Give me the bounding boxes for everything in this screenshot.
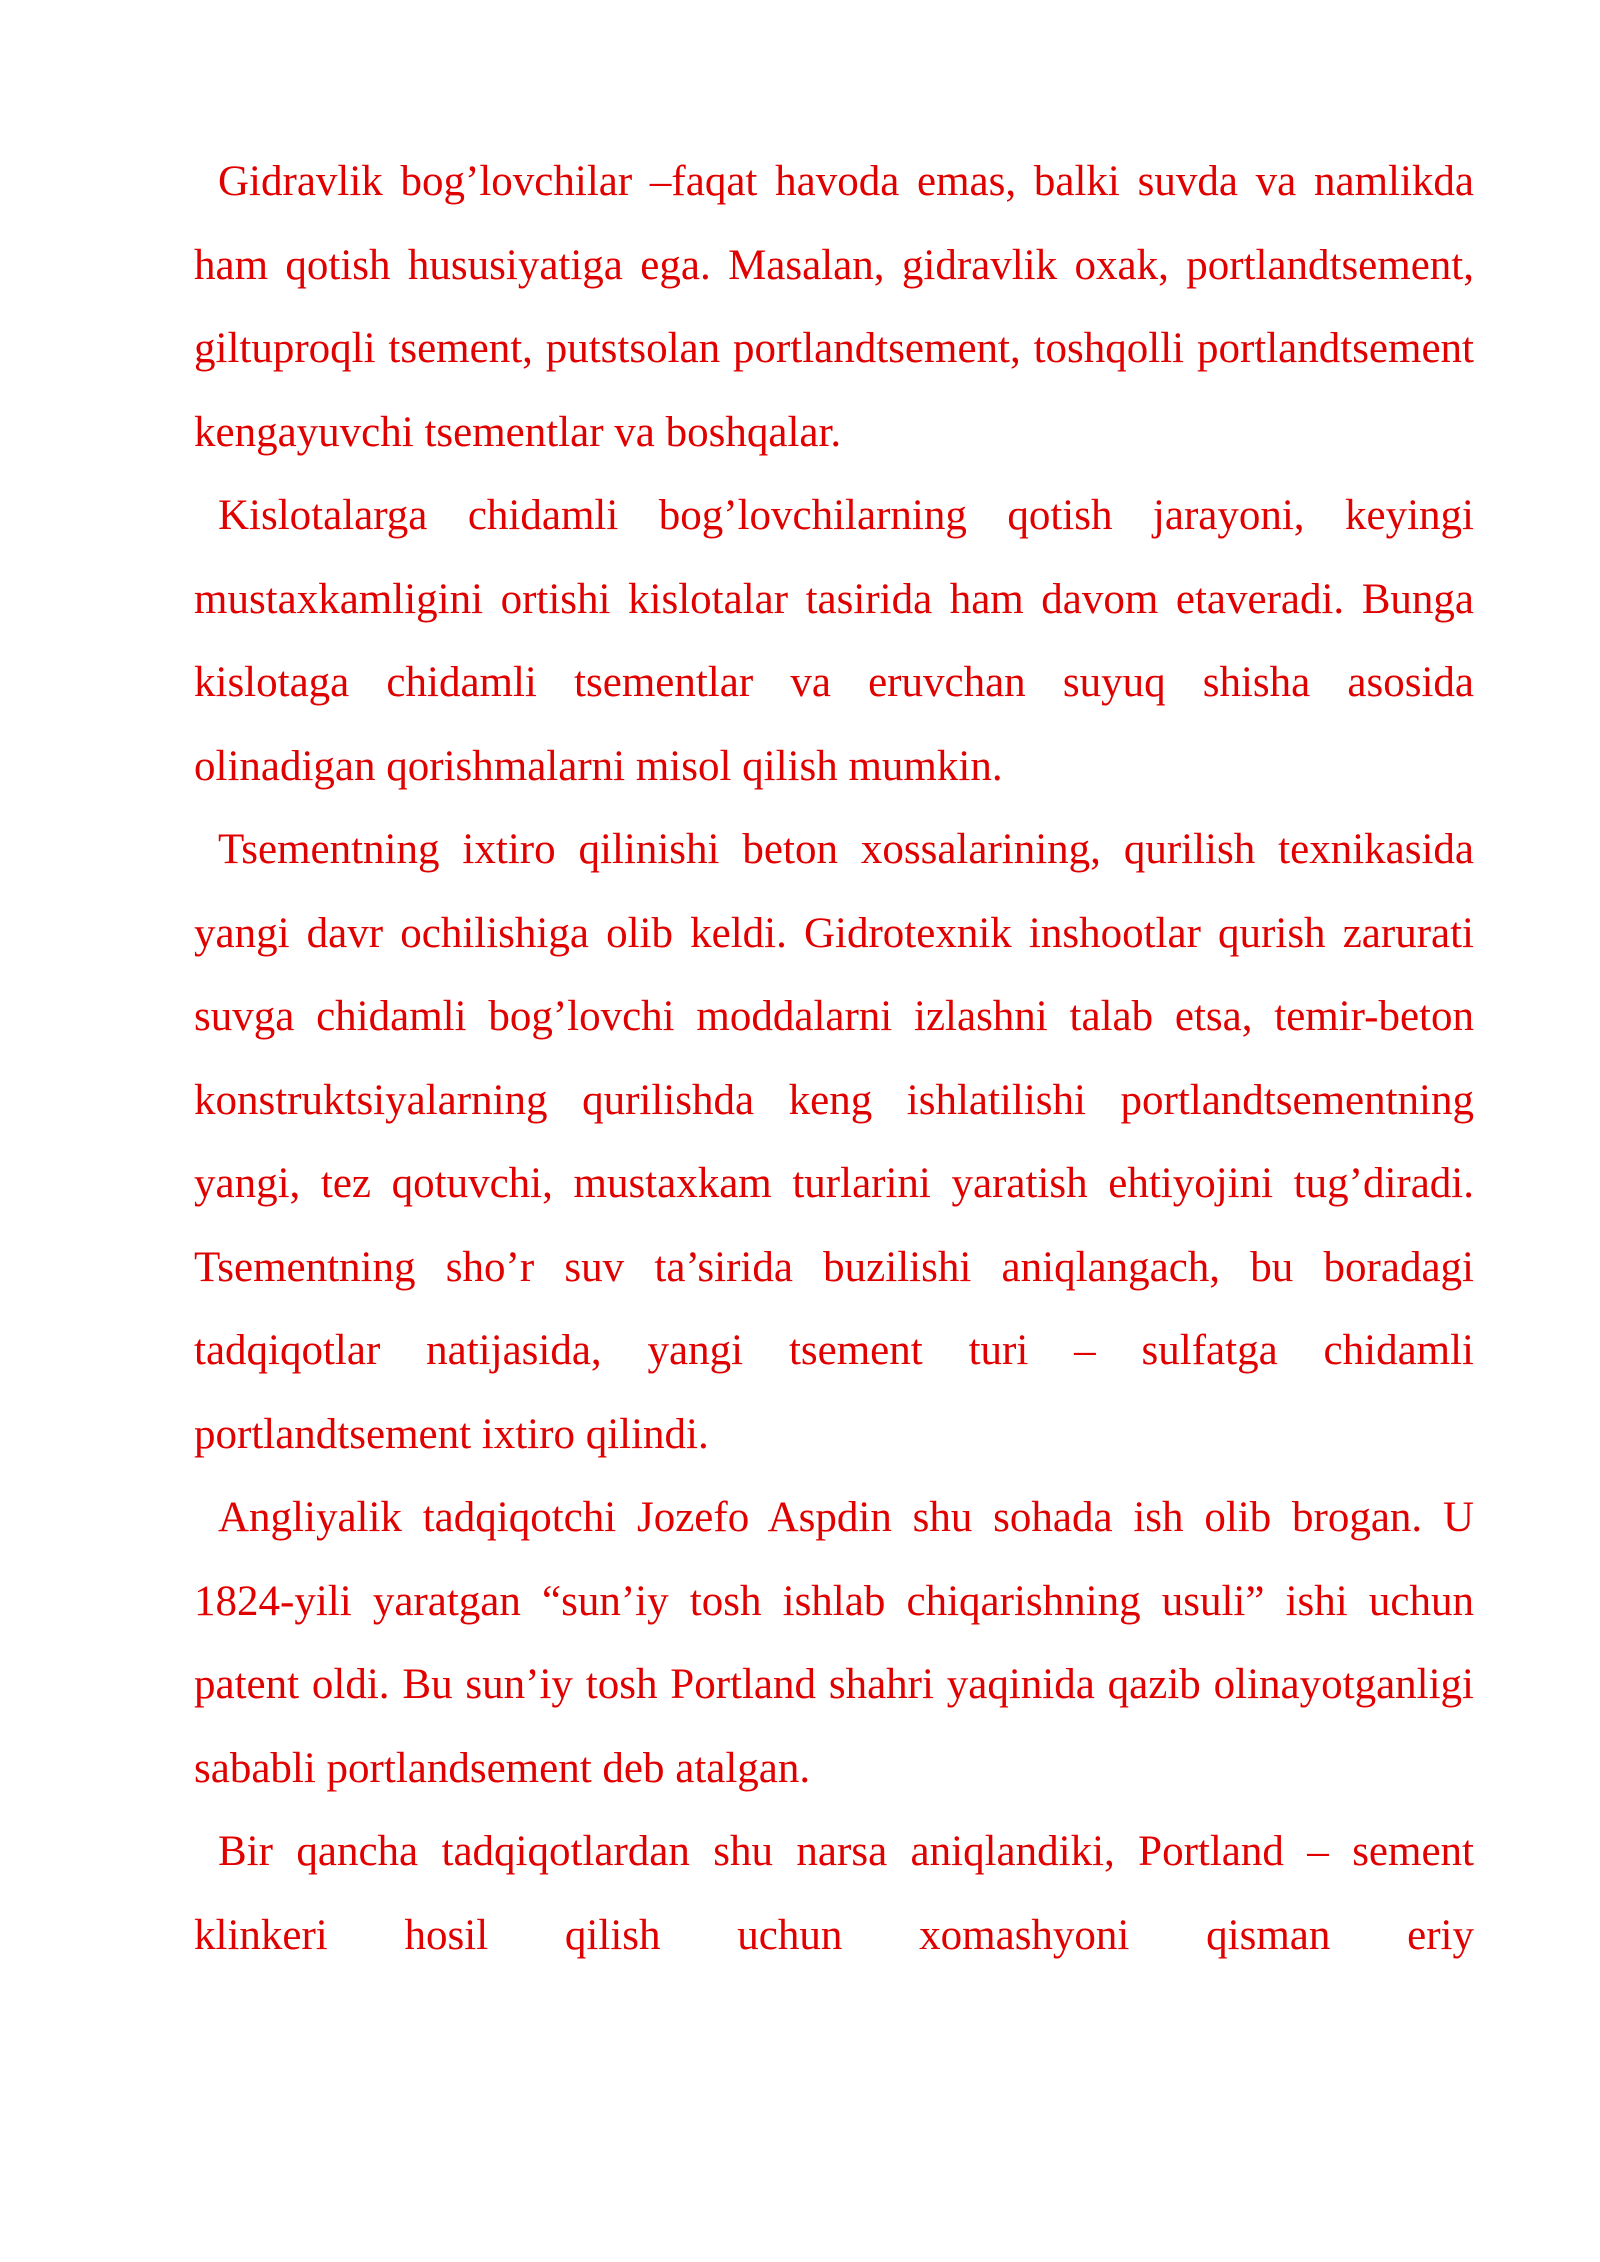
document-body [194,140,1474,1977]
paragraph-portland-clinker: Bir qancha tadqiqotlardan shu narsa aniqlandiki, Portland – sement klinkeri hosil qilish uchun xomashyoni qisman eriy [194,1828,1474,1959]
paragraph-acid-resistant-binders: Kislotalarga chidamli bog’lovchilarning qotish jarayoni, keyingi mustaxkamligini ortishi kislotalar tasirida ham davom etaveradi. Bunga kislotaga chidamli tsementlar va eruvchan suyuq shisha asosida olinadigan qorishmalarni misol qilish mumkin. [194,492,1474,790]
paragraph-cement-invention: Tsementning ixtiro qilinishi beton xossalarining, qurilish texnikasida yangi davr ochilishiga olib keldi. Gidrotexnik inshootlar qurish zarurati suvga chidamli bog’lovchi moddalarni izlashni talab etsa, temir-beton konstruktsiyalarning qurilishda keng ishlatilishi portlandtsementning yangi, tez qotuvchi, mustaxkam turlarini yaratish ehtiyojini tug’diradi. Tsementning sho’r suv ta’sirida buzilishi aniqlangach, bu boradagi tadqiqotlar natijasida, yangi tsement turi – sulfatga chidamli portlandtsement ixtiro qilindi. [194,826,1474,1458]
paragraph-hydraulic-binders: Gidravlik bog’lovchilar –faqat havoda emas, balki suvda va namlikda ham qotish hususiyatiga ega. Masalan, gidravlik oxak, portlandtsement, giltuproqli tsement, putstsolan portlandtsement, toshqolli portlandtsement kengayuvchi tsementlar va boshqalar. [194,158,1474,456]
paragraph-aspdin-patent: Angliyalik tadqiqotchi Jozefo Aspdin shu sohada ish olib brogan. U 1824-yili yaratgan “sun’iy tosh ishlab chiqarishning usuli” ishi uchun patent oldi. Bu sun’iy tosh Portland shahri yaqinida qazib olinayotganligi sababli portlandsement deb atalgan. [194,1494,1474,1792]
